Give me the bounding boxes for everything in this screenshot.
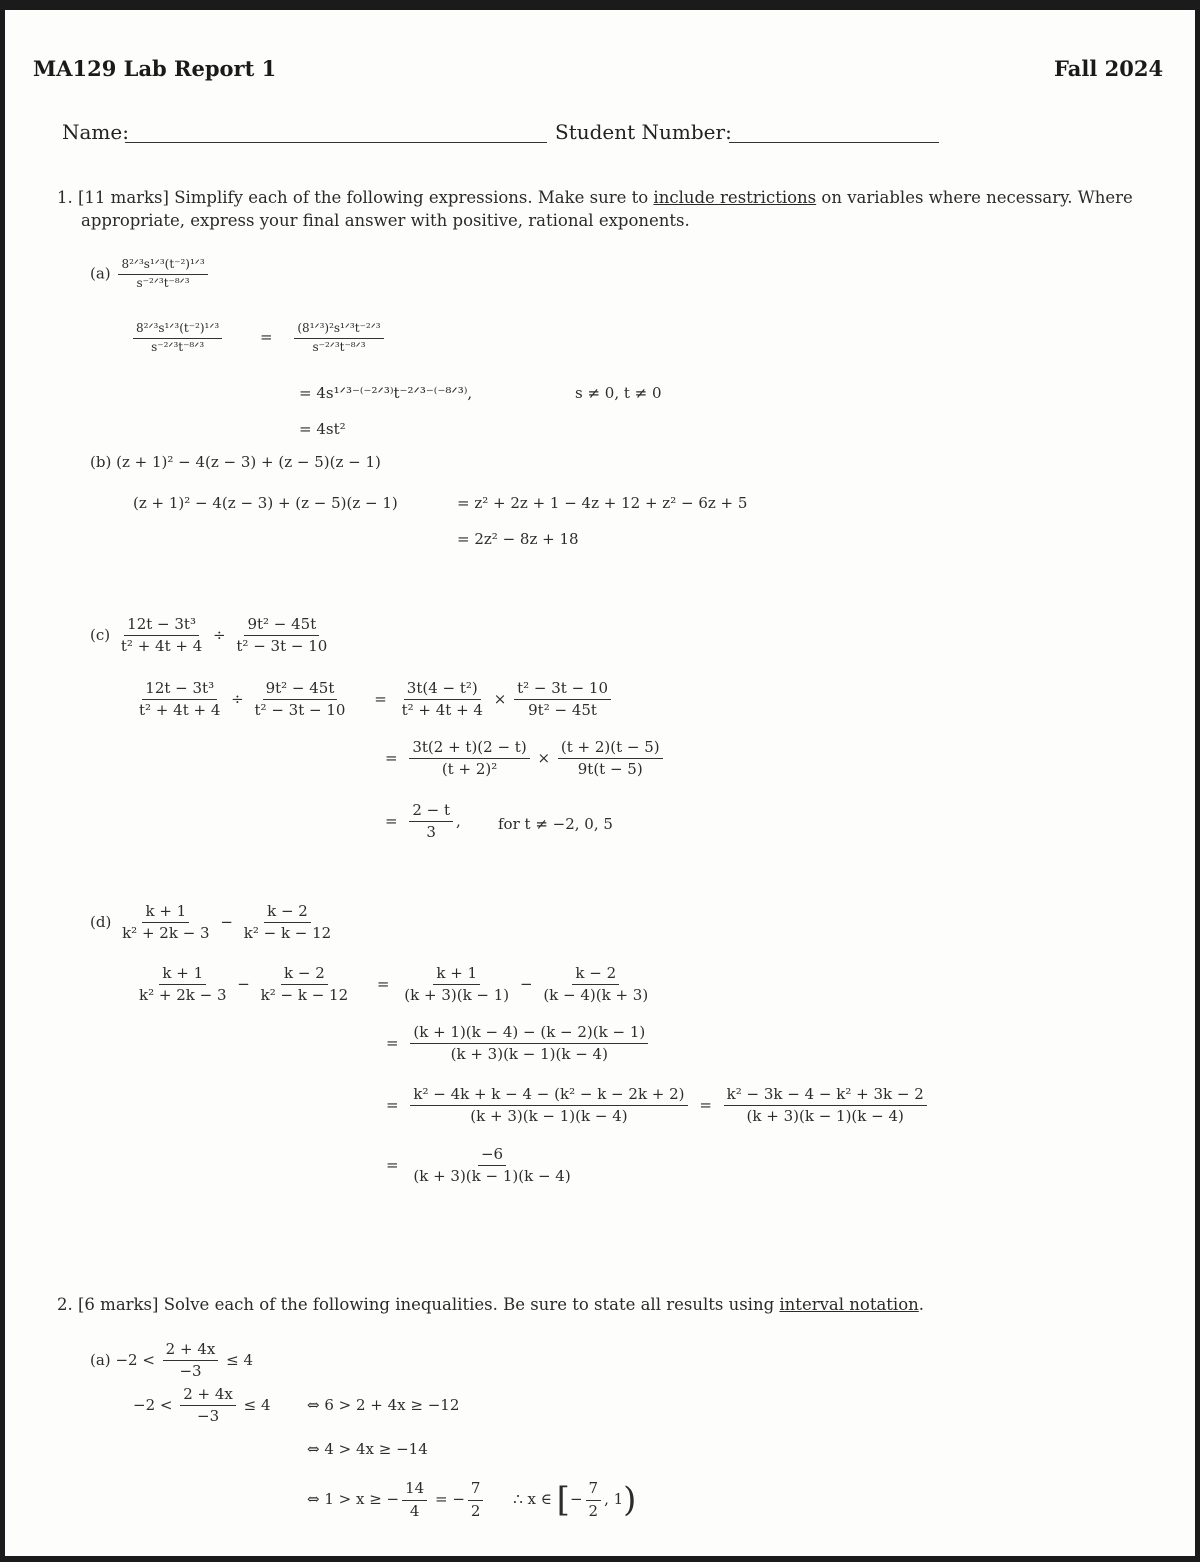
q1b-answer: = 2z² − 8z + 18 — [457, 530, 579, 548]
q1c-answer-fraction — [409, 802, 453, 842]
q1a-numerator: 8²ᐟ³s¹ᐟ³(t⁻²)¹ᐟ³ — [118, 258, 207, 275]
q1c-restriction: for t ≠ −2, 0, 5 — [498, 815, 613, 833]
denominator: k² + 2k − 3 — [122, 924, 210, 943]
q1c-step2 — [385, 739, 666, 779]
q2a-left-bound: −2 < — [133, 1395, 173, 1414]
q2a-fraction-14-4 — [402, 1480, 427, 1520]
q1d-answer-fraction — [410, 1146, 573, 1186]
q1c-step2-fraction-1 — [409, 739, 529, 779]
numerator: k + 1 — [142, 903, 189, 923]
numerator: 9t² − 45t — [263, 680, 338, 700]
q2a-step3 — [307, 1480, 636, 1520]
numerator: 14 — [402, 1480, 427, 1500]
q1c-answer — [385, 802, 461, 842]
numerator: 9t² − 45t — [244, 616, 319, 636]
q1-prompt-line2: appropriate, express your final answer with positive, rational exponents. — [81, 211, 690, 230]
q1b-problem — [90, 453, 381, 471]
interval-minus: − — [569, 1490, 583, 1508]
q2a-step3-text: ⇔ 1 > x ≥ − — [307, 1490, 400, 1508]
times-sign: × — [493, 689, 507, 708]
denominator: k² + 2k − 3 — [139, 986, 227, 1005]
numerator: 2 − t — [409, 802, 453, 822]
q2a-interval-fraction — [586, 1480, 602, 1520]
q1a-lhs-fraction — [133, 322, 222, 355]
numerator: k − 2 — [281, 965, 328, 985]
q1-prompt-line1 — [57, 188, 1133, 207]
numerator: (k + 1)(k − 4) − (k − 2)(k − 1) — [410, 1024, 648, 1044]
denominator: t² + 4t + 4 — [139, 701, 221, 720]
q1a-step1-fraction — [294, 322, 383, 355]
numerator: −6 — [478, 1146, 506, 1166]
q1c-fraction-1 — [118, 616, 205, 656]
interval-open-bracket: [ — [556, 1480, 570, 1520]
q2a-step1-lhs — [133, 1386, 271, 1426]
numerator: 2 + 4x — [163, 1341, 219, 1361]
q1c-label: (c) — [90, 625, 111, 644]
denominator: (t + 2)² — [441, 760, 498, 779]
q2a-left-bound: −2 < — [115, 1350, 155, 1369]
q2a-right-bound: ≤ 4 — [226, 1350, 253, 1369]
denominator: 2 — [588, 1501, 599, 1520]
q1a-step1-denominator: s⁻²ᐟ³t⁻⁸ᐟ³ — [312, 339, 366, 354]
numerator: 12t − 3t³ — [124, 616, 199, 636]
equals-sign: = — [386, 1095, 399, 1114]
q1d-step1-fraction-2 — [540, 965, 651, 1005]
numerator: 3t(2 + t)(2 − t) — [409, 739, 529, 759]
denominator: (k + 3)(k − 1)(k − 4) — [413, 1167, 571, 1186]
q1c-step1-fraction-1 — [399, 680, 486, 720]
q1b-step1-lhs: (z + 1)² − 4(z − 3) + (z − 5)(z − 1) — [133, 494, 398, 512]
q1c-lhs-fraction-2 — [252, 680, 349, 720]
q2-text-after: . — [918, 1295, 925, 1314]
denominator: k² − k − 12 — [260, 986, 349, 1005]
denominator: k² − k − 12 — [243, 924, 332, 943]
q2a-step1: ⇔ 6 > 2 + 4x ≥ −12 — [307, 1396, 460, 1414]
equals-sign: = — [386, 1155, 399, 1174]
q1a-answer: = 4st² — [299, 420, 346, 438]
denominator: (k + 3)(k − 1) — [404, 986, 510, 1005]
q2-number: 2. — [57, 1295, 73, 1314]
interval-close-paren: ) — [623, 1480, 637, 1520]
q2a-label: (a) — [90, 1350, 111, 1369]
q1d-step3-fraction — [410, 1086, 687, 1126]
q2a-right-bound: ≤ 4 — [243, 1395, 271, 1414]
denominator: (k + 3)(k − 1)(k − 4) — [450, 1045, 608, 1064]
q1a-fraction — [118, 258, 207, 291]
q1d-step2-fraction — [410, 1024, 648, 1064]
denominator: 9t(t − 5) — [577, 760, 643, 779]
denominator: 3 — [426, 823, 436, 842]
q2a-problem — [90, 1341, 253, 1381]
q1d-label: (d) — [90, 912, 112, 931]
q1a-denominator: s⁻²ᐟ³t⁻⁸ᐟ³ — [136, 275, 190, 290]
comma: , — [456, 811, 461, 830]
viewer-top-bar — [0, 0, 1200, 10]
student-number-label: Student Number: — [555, 120, 732, 144]
q1-marks: [11 marks] — [78, 188, 169, 207]
numerator: k + 1 — [159, 965, 206, 985]
denominator: t² − 3t − 10 — [236, 637, 328, 656]
numerator: 7 — [586, 1480, 602, 1500]
denominator: 4 — [409, 1501, 420, 1520]
numerator: k + 1 — [433, 965, 480, 985]
q2a-equals-negative: = − — [435, 1490, 465, 1508]
q1c-lhs-fraction-1 — [136, 680, 223, 720]
q1c-problem — [90, 616, 333, 656]
minus-sign: − — [220, 912, 233, 931]
q2a-lhs-fraction — [180, 1386, 236, 1426]
q1d-fraction-1 — [119, 903, 213, 943]
denominator: t² + 4t + 4 — [401, 701, 483, 720]
name-label: Name: — [62, 120, 129, 144]
student-number-field-line[interactable] — [729, 142, 939, 143]
q1a-problem — [90, 258, 211, 291]
q2-marks: [6 marks] — [78, 1295, 159, 1314]
q1a-step1 — [130, 322, 387, 355]
q1d-lhs-fraction-1 — [136, 965, 230, 1005]
q1a-step2: = 4s¹ᐟ³⁻⁽⁻²ᐟ³⁾t⁻²ᐟ³⁻⁽⁻⁸ᐟ³⁾, — [299, 384, 473, 402]
q1b-expression: (z + 1)² − 4(z − 3) + (z − 5)(z − 1) — [116, 453, 381, 471]
q1d-problem — [90, 903, 337, 943]
course-title: MA129 Lab Report 1 — [33, 56, 277, 81]
denominator: 9t² − 45t — [528, 701, 597, 720]
equals-sign: = — [260, 328, 273, 347]
denominator: t² + 4t + 4 — [120, 637, 203, 656]
denominator: 2 — [470, 1501, 481, 1520]
numerator: (t + 2)(t − 5) — [558, 739, 663, 759]
equals-sign: = — [385, 748, 398, 767]
equals-sign: = — [386, 1033, 399, 1052]
q1d-fraction-2 — [241, 903, 335, 943]
q1b-label: (b) — [90, 453, 112, 471]
denominator: −3 — [179, 1362, 202, 1381]
denominator: (k + 3)(k − 1)(k − 4) — [470, 1107, 628, 1126]
divide-sign: ÷ — [213, 625, 226, 644]
numerator: 7 — [468, 1480, 484, 1500]
numerator: 2 + 4x — [180, 1386, 236, 1406]
q2-underlined-phrase: interval notation — [779, 1295, 919, 1314]
q1d-step1 — [133, 965, 654, 1005]
denominator: (k + 3)(k − 1)(k − 4) — [746, 1107, 904, 1126]
equals-sign: = — [385, 811, 398, 830]
q1a-restriction: s ≠ 0, t ≠ 0 — [575, 384, 662, 402]
equals-sign: = — [374, 689, 387, 708]
divide-sign: ÷ — [231, 689, 244, 708]
q1-number: 1. — [57, 188, 73, 207]
q1d-step3b-fraction — [724, 1086, 927, 1126]
q1-text-after: on variables where necessary. Where — [821, 188, 1133, 207]
q2a-therefore: ∴ x ∈ — [513, 1490, 552, 1508]
numerator: 12t − 3t³ — [142, 680, 217, 700]
denominator: −3 — [197, 1407, 220, 1426]
denominator: (k − 4)(k + 3) — [543, 986, 649, 1005]
numerator: k − 2 — [572, 965, 619, 985]
q1d-lhs-fraction-2 — [258, 965, 352, 1005]
q1d-answer — [386, 1146, 577, 1186]
q1c-step2-fraction-2 — [558, 739, 663, 779]
minus-sign: − — [237, 974, 250, 993]
q1c-step1-fraction-2 — [514, 680, 611, 720]
q2a-fraction-7-2 — [468, 1480, 484, 1520]
q1c-step1 — [133, 680, 614, 720]
numerator: t² − 3t − 10 — [514, 680, 611, 700]
q2-text-before: Solve each of the following inequalities. Be sure to state all results using — [163, 1295, 775, 1314]
times-sign: × — [537, 748, 551, 767]
document-page — [5, 10, 1195, 1556]
q2a-step2: ⇔ 4 > 4x ≥ −14 — [307, 1440, 428, 1458]
equals-sign: = — [376, 974, 390, 993]
q1a-lhs-numerator: 8²ᐟ³s¹ᐟ³(t⁻²)¹ᐟ³ — [133, 322, 222, 339]
q1d-step3 — [386, 1086, 930, 1126]
q1-text-before: Simplify each of the following expressions. Make sure to — [174, 188, 649, 207]
q2-prompt — [57, 1295, 924, 1314]
q1a-step1-numerator: (8¹ᐟ³)²s¹ᐟ³t⁻²ᐟ³ — [294, 322, 383, 339]
interval-upper: , 1 — [604, 1490, 624, 1508]
q1d-step1-fraction-1 — [401, 965, 512, 1005]
q2a-fraction — [163, 1341, 219, 1381]
numerator: 3t(4 − t²) — [404, 680, 481, 700]
numerator: k² − 4k + k − 4 − (k² − k − 2k + 2) — [410, 1086, 687, 1106]
q1c-fraction-2 — [233, 616, 330, 656]
q1a-label: (a) — [90, 264, 111, 283]
q1d-step2 — [386, 1024, 651, 1064]
minus-sign: − — [519, 974, 533, 993]
equals-sign: = — [699, 1095, 712, 1114]
q1-underlined-phrase: include restrictions — [653, 188, 817, 207]
q1b-step1-rhs: = z² + 2z + 1 − 4z + 12 + z² − 6z + 5 — [457, 494, 748, 512]
term-label: Fall 2024 — [1054, 56, 1164, 81]
name-field-line[interactable] — [125, 142, 547, 143]
numerator: k − 2 — [264, 903, 311, 923]
denominator: t² − 3t − 10 — [254, 701, 346, 720]
numerator: k² − 3k − 4 − k² + 3k − 2 — [724, 1086, 927, 1106]
q1a-lhs-denominator: s⁻²ᐟ³t⁻⁸ᐟ³ — [151, 339, 205, 354]
